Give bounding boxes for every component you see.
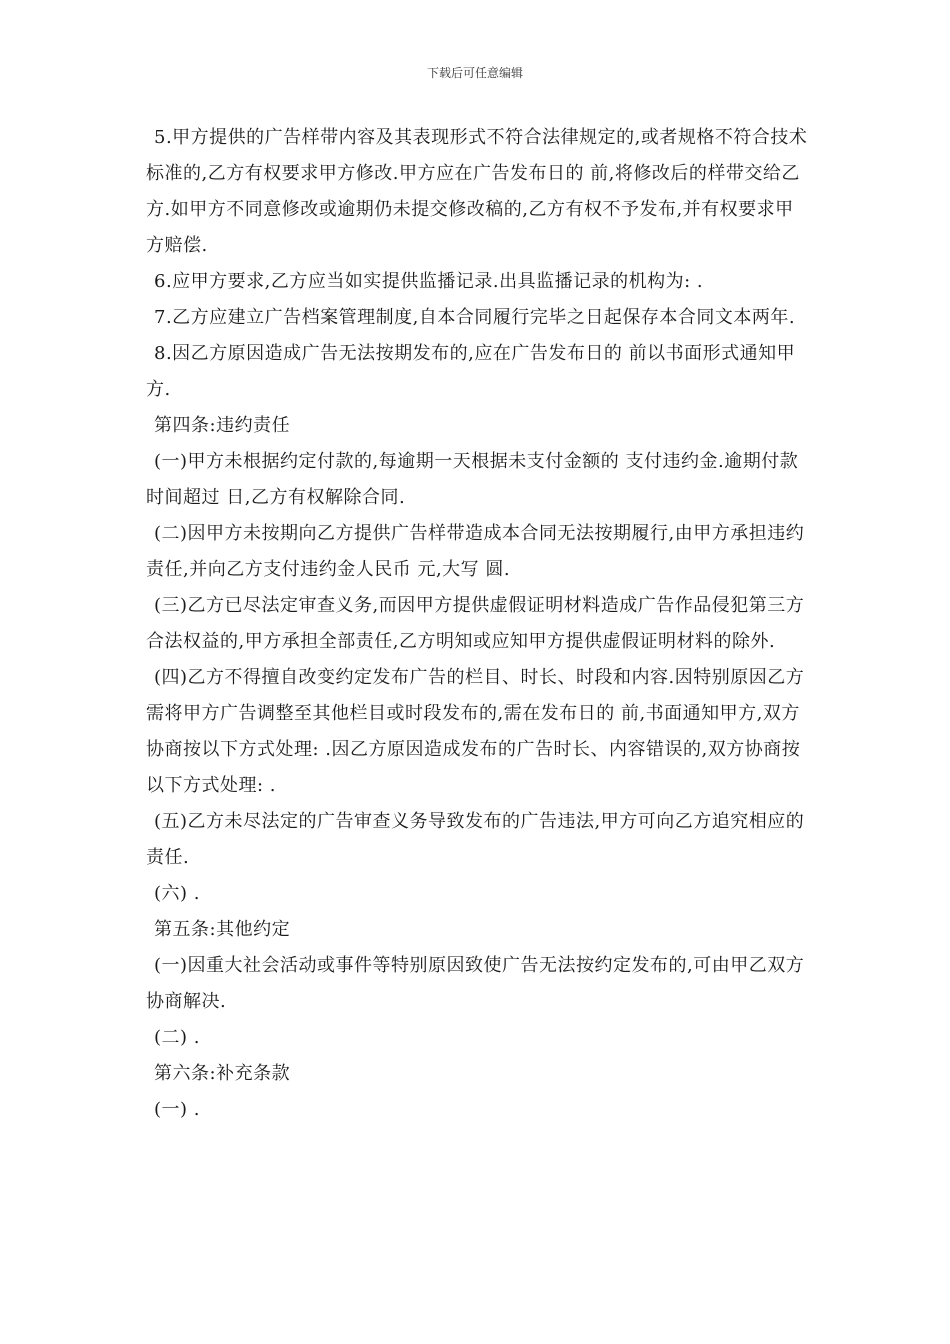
clause-paragraph: 7.乙方应建立广告档案管理制度,自本合同履行完毕之日起保存本合同文本两年.	[154, 307, 796, 328]
clause-paragraph: (一)因重大社会活动或事件等特别原因致使广告无法按约定发布的,可由甲乙双方协商解决.	[146, 955, 805, 1012]
clause-paragraph: (五)乙方未尽法定的广告审查义务导致发布的广告违法,甲方可向乙方追究相应的责任.	[146, 811, 805, 868]
section-heading: 第五条:其他约定	[154, 919, 291, 940]
clause-paragraph: (二)因甲方未按期向乙方提供广告样带造成本合同无法按期履行,由甲方承担违约责任,并向乙方支付违约金人民币 元,大写 圆.	[146, 523, 805, 580]
clause-paragraph: (六) .	[154, 883, 200, 904]
document-body	[146, 120, 810, 1128]
clause-paragraph: 5.甲方提供的广告样带内容及其表现形式不符合法律规定的,或者规格不符合技术标准的,乙方有权要求甲方修改.甲方应在广告发布日的 前,将修改后的样带交给乙方.如甲方不同意修改或逾期仍未提交修改稿的,乙方有权不予发布,并有权要求甲方赔偿.	[146, 127, 808, 256]
clause-paragraph: (二) .	[154, 1027, 200, 1048]
page-header: 下载后可任意编辑	[426, 66, 523, 80]
clause-paragraph: (三)乙方已尽法定审查义务,而因甲方提供虚假证明材料造成广告作品侵犯第三方合法权益的,甲方承担全部责任,乙方明知或应知甲方提供虚假证明材料的除外.	[146, 595, 805, 652]
clause-paragraph: (一)甲方未根据约定付款的,每逾期一天根据未支付金额的 支付违约金.逾期付款时间超过 日,乙方有权解除合同.	[146, 451, 799, 508]
clause-paragraph: (四)乙方不得擅自改变约定发布广告的栏目、时长、时段和内容.因特别原因乙方需将甲方广告调整至其他栏目或时段发布的,需在发布日的 前,书面通知甲方,双方协商按以下方式处理: .因乙方原因造成发布的广告时长、内容错误的,双方协商按以下方式处理: .	[146, 667, 805, 796]
section-heading: 第六条:补充条款	[154, 1063, 291, 1084]
clause-paragraph: 8.因乙方原因造成广告无法按期发布的,应在广告发布日的 前以书面形式通知甲方.	[146, 343, 796, 400]
clause-paragraph: (一) .	[154, 1099, 200, 1120]
clause-paragraph: 6.应甲方要求,乙方应当如实提供监播记录.出具监播记录的机构为: .	[154, 271, 704, 292]
section-heading: 第四条:违约责任	[154, 415, 291, 436]
